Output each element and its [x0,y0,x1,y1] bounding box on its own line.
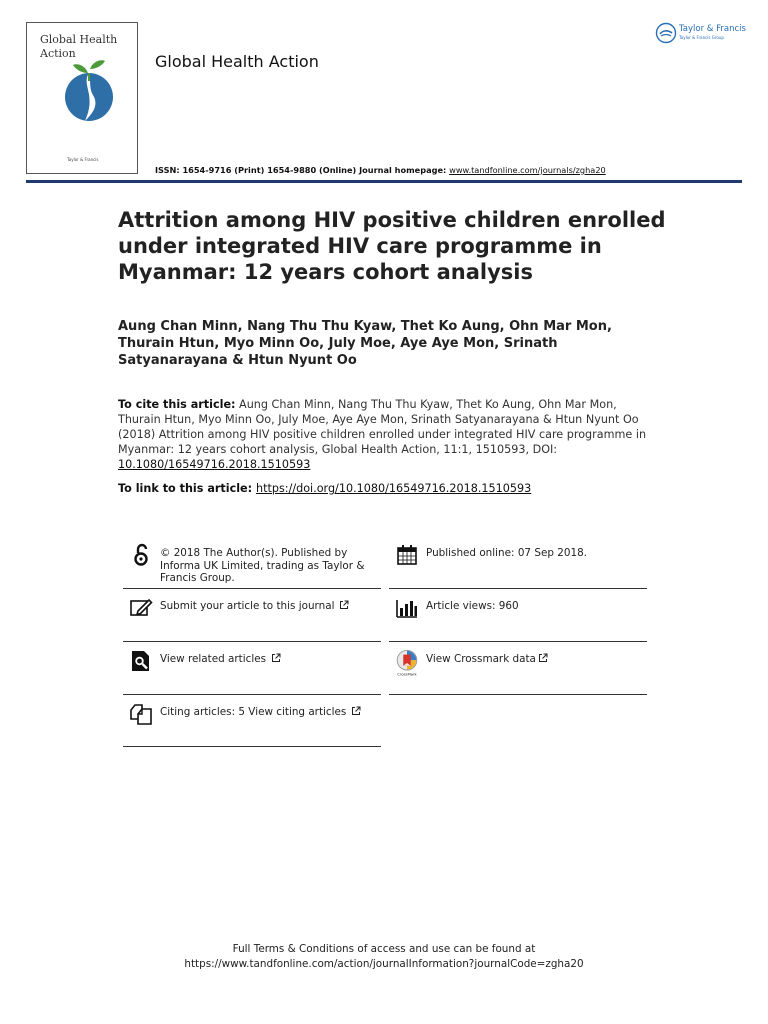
submit-article-cell[interactable] [123,596,381,640]
journal-cover [26,22,138,174]
bar-chart-icon [395,596,419,620]
edit-icon [129,596,153,620]
divider [389,588,647,589]
issn-text: ISSN: 1654-9716 (Print) 1654-9880 (Online) Journal homepage: [155,165,450,175]
article-authors: Aung Chan Minn, Nang Thu Thu Kyaw, Thet Ko Aung, Ohn Mar Mon, Thurain Htun, Myo Minn Oo, July Moe, Aye Aye Mon, Srinath Satyanarayana & Htun Nyunt Oo [118,319,612,368]
related-articles-link[interactable]: View related articles [160,653,267,665]
divider [123,694,381,695]
crossmark-badge-text: CrossMark [397,672,417,677]
cover-title: Global Health Action [40,33,118,60]
calendar-icon [395,543,419,567]
cite-text: Aung Chan Minn, Nang Thu Thu Kyaw, Thet Ko Aung, Ohn Mar Mon, Thurain Htun, Myo Minn Oo, July Moe, Aye Aye Mon, Srinath Satyanarayana & Htun Nyunt Oo (2018) Attrition among HIV positive children enrolled under integrated HIV care programme in Myanmar: 12 years cohort analysis, Global Health Action, 11:1, 1510593, DOI: [118,398,647,456]
crossmark-cell[interactable] [389,649,647,693]
divider [123,588,381,589]
citing-articles-cell[interactable] [123,702,381,746]
link-label: To link to this article: [118,482,256,495]
publisher-logo-name: Taylor & Francis [679,24,746,34]
footer-terms-link[interactable]: https://www.tandfonline.com/action/journalInformation?journalCode=zgha20 [184,958,584,970]
cover-publisher: Taylor & Francis [67,157,99,162]
divider [389,641,647,642]
license-text: © 2018 The Author(s). Published by Informa UK Limited, trading as Taylor & Francis Group. [160,547,365,584]
related-articles-cell[interactable] [123,649,381,693]
external-link-icon [538,653,548,663]
divider [123,641,381,642]
article-doi-link[interactable]: https://doi.org/10.1080/16549716.2018.1510593 [256,482,532,495]
issn-line [155,165,606,175]
cite-doi-link[interactable]: 10.1080/16549716.2018.1510593 [118,458,311,471]
journal-name: Global Health Action [155,52,319,71]
taylor-francis-logo-icon [655,22,677,44]
divider [389,694,647,695]
header-rule [26,180,742,183]
footer-terms-text: Full Terms & Conditions of access and use can be found at [232,943,536,955]
crossmark-link[interactable]: View Crossmark data [426,653,536,665]
open-access-icon [129,543,153,567]
published-cell [389,543,647,587]
license-cell [123,543,381,587]
external-link-icon [339,600,349,610]
globe-sprout-icon [63,55,115,125]
citation-block [118,397,653,472]
article-views-text: Article views: 960 [426,600,519,612]
external-link-icon [351,706,361,716]
article-link-line [118,481,658,496]
publisher-logo-subtitle: Taylor & Francis Group [679,35,724,40]
footer [0,942,768,972]
search-document-icon [129,649,153,673]
submit-article-link[interactable]: Submit your article to this journal [160,600,335,612]
article-views-cell [389,596,647,640]
cite-label: To cite this article: [118,398,236,411]
citing-articles-icon [129,702,153,726]
citing-articles-link[interactable]: Citing articles: 5 View citing articles [160,706,347,718]
crossmark-icon [395,649,419,677]
external-link-icon [271,653,281,663]
journal-homepage-link[interactable]: www.tandfonline.com/journals/zgha20 [449,165,606,175]
published-text: Published online: 07 Sep 2018. [426,547,587,559]
publisher-logo[interactable] [655,22,746,48]
article-title: Attrition among HIV positive children enrolled under integrated HIV care programme in Myanmar: 12 years cohort analysis [118,208,666,284]
divider [123,746,381,747]
